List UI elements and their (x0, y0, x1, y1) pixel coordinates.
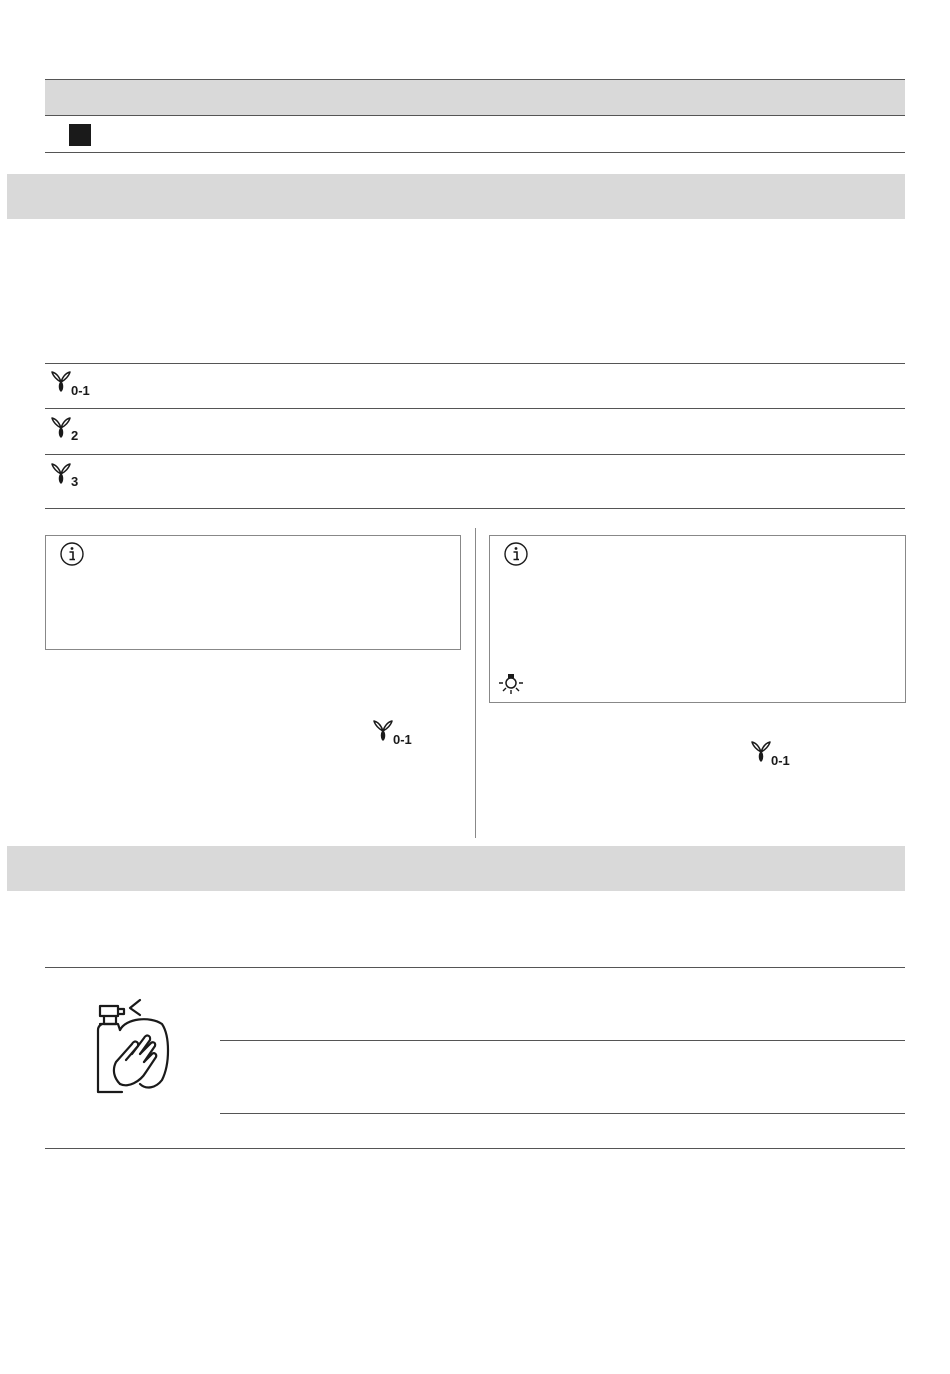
fan-icon (50, 462, 72, 486)
fan-speed-label: 2 (71, 428, 79, 443)
black-square-icon (69, 124, 91, 146)
table-header-divider (45, 115, 905, 116)
fan-ref-label: 0-1 (771, 753, 790, 768)
light-bulb-icon (498, 671, 524, 697)
fan-icon (50, 416, 72, 440)
fan-speed-label: 0-1 (71, 383, 90, 398)
fan-icon (50, 370, 72, 394)
table-bottom-border (45, 152, 905, 153)
table-header-row (45, 80, 905, 115)
info-box-right (489, 535, 906, 703)
cleaning-table-bottom-border (45, 1148, 905, 1149)
fan-table-divider (45, 408, 905, 409)
cleaning-table-divider (220, 1040, 905, 1041)
fan-table-divider (45, 454, 905, 455)
spray-bottle-cloth-icon (92, 996, 172, 1096)
column-divider (475, 528, 476, 838)
fan-speed-label: 3 (71, 474, 79, 489)
fan-icon (372, 719, 394, 743)
info-icon (504, 542, 528, 566)
fan-table-top-border (45, 363, 905, 364)
info-icon (60, 542, 84, 566)
cleaning-table-top-border (45, 967, 905, 968)
fan-table-bottom-border (45, 508, 905, 509)
cleaning-table-divider (220, 1113, 905, 1114)
fan-icon (750, 740, 772, 764)
section-header-band (7, 174, 905, 219)
section-header-band (7, 846, 905, 891)
info-box-left (45, 535, 461, 650)
fan-ref-label: 0-1 (393, 732, 412, 747)
